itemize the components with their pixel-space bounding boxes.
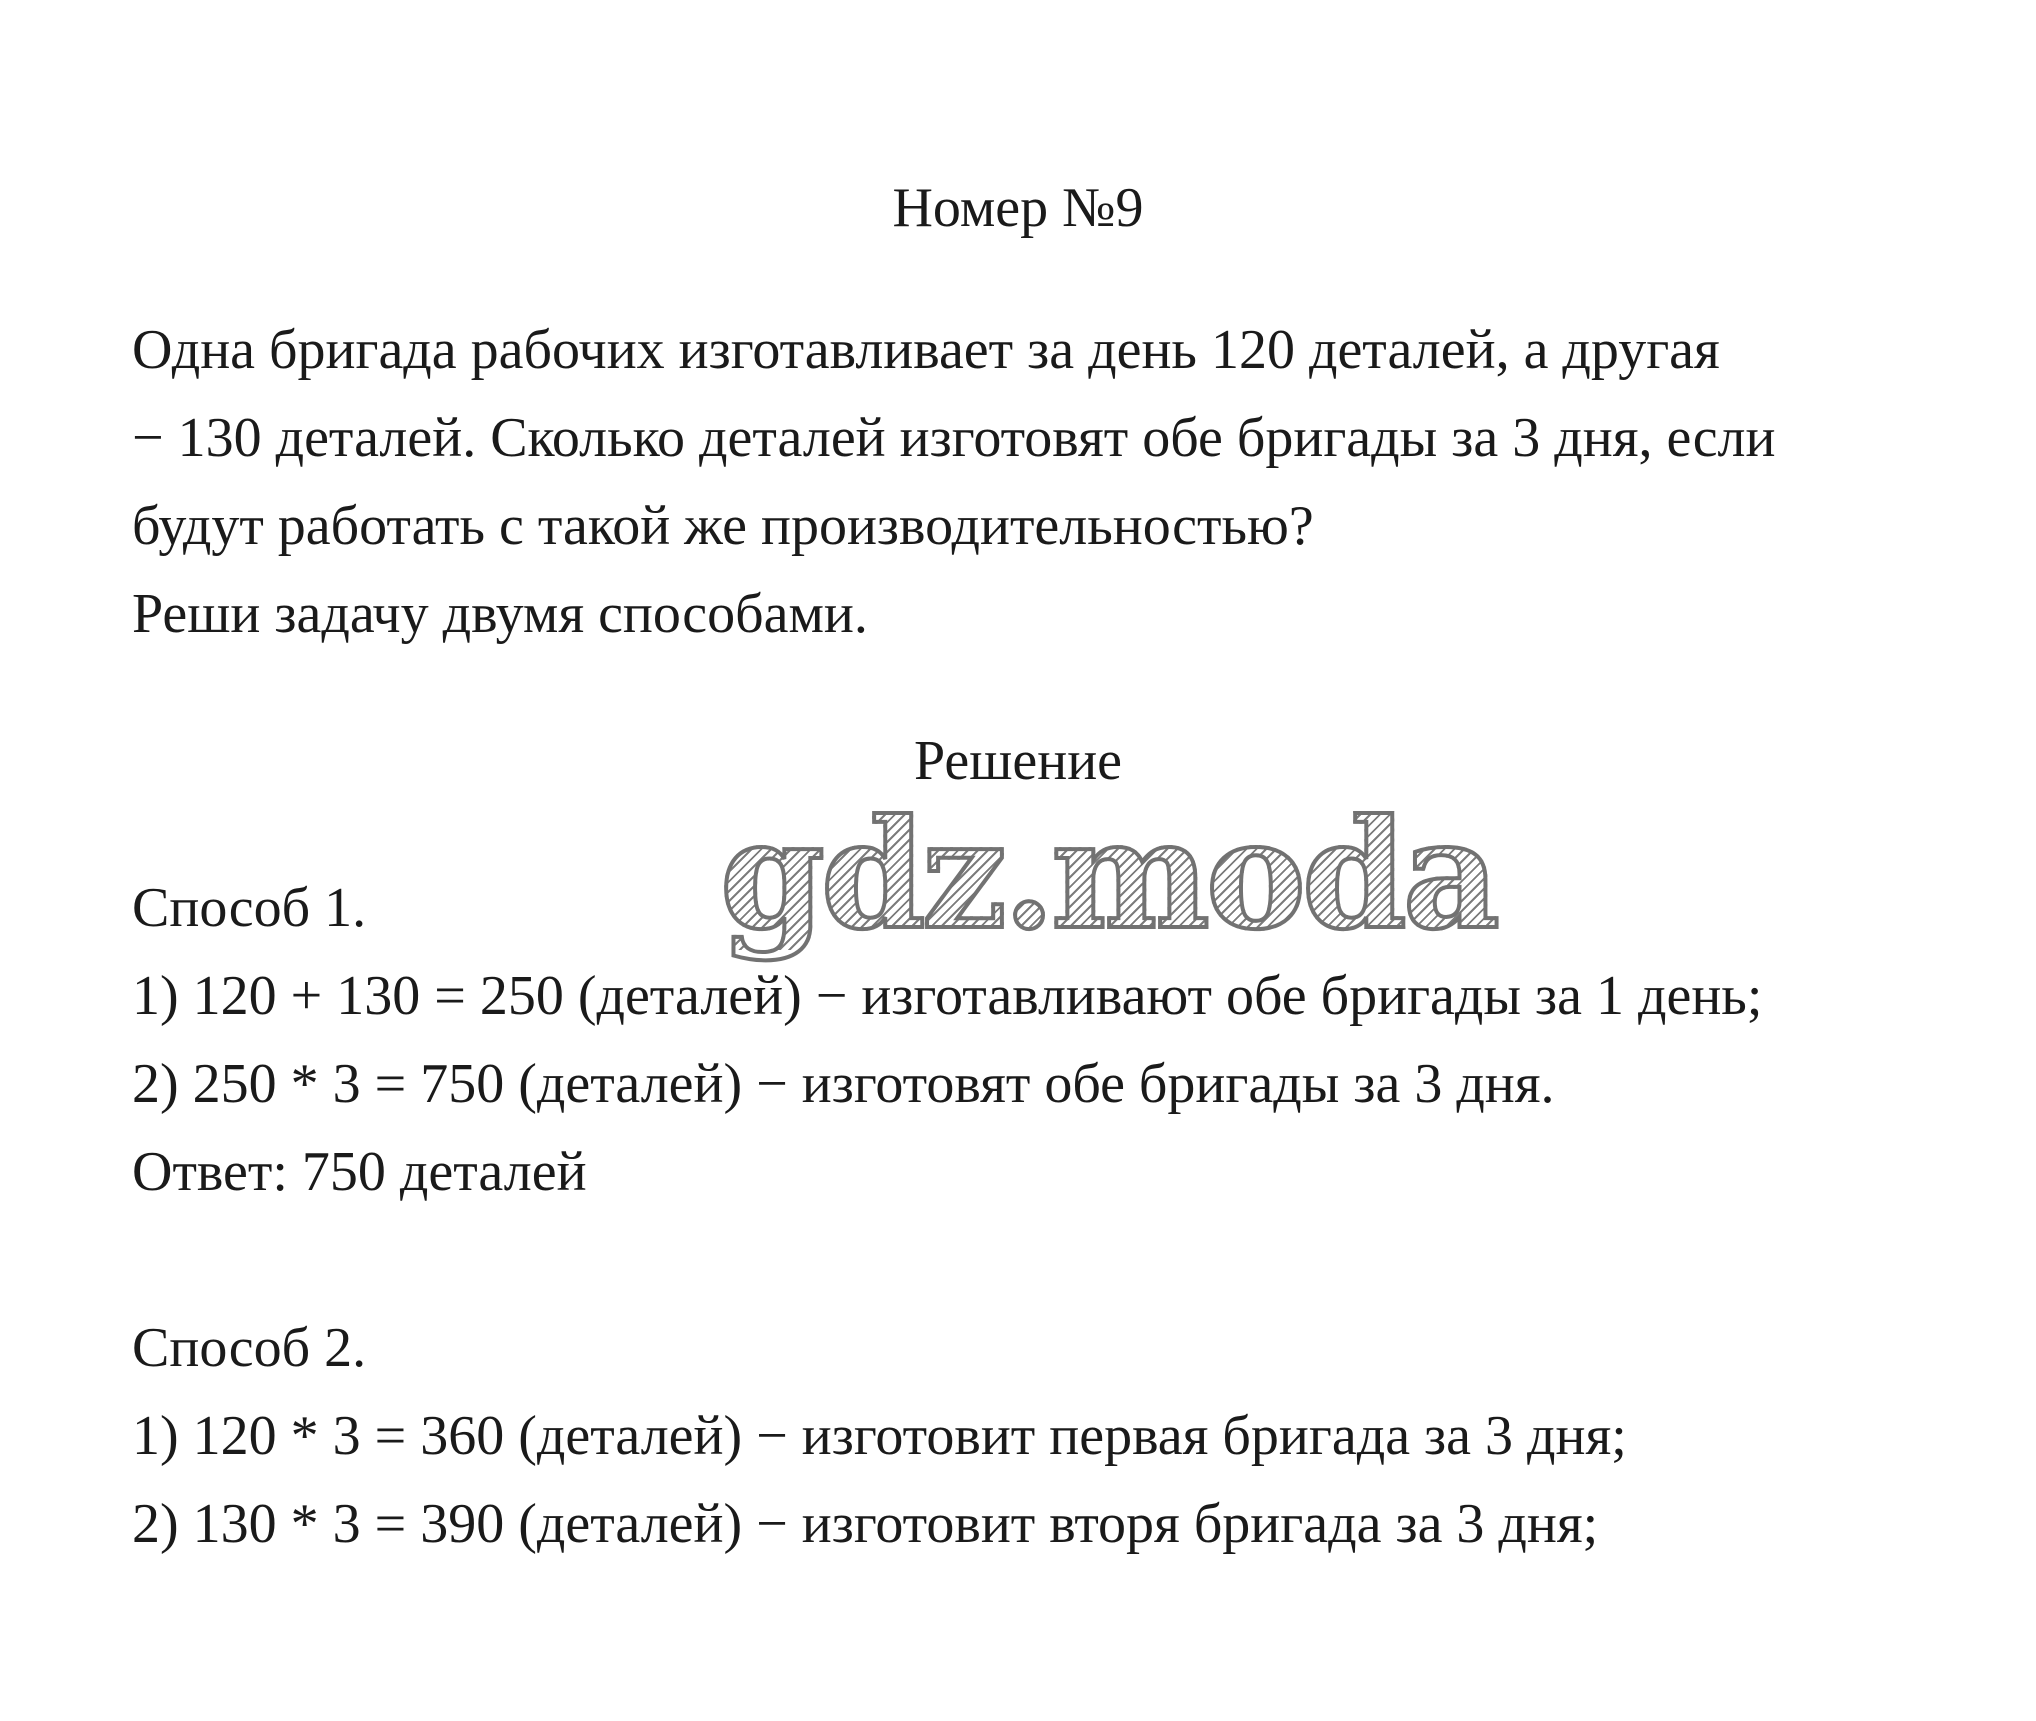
problem-line-4: Реши задачу двумя способами. (132, 583, 868, 645)
method1-heading: Способ 1. (132, 877, 367, 939)
method2-heading: Способ 2. (132, 1317, 367, 1379)
solution-heading: Решение (913, 730, 1123, 792)
method2-step-2: 2) 130 * 3 = 390 (деталей) − изготовит вторя бригада за 3 дня; (132, 1493, 1599, 1555)
page-title: Номер №9 (892, 177, 1144, 239)
method1-answer: Ответ: 750 деталей (132, 1141, 587, 1203)
watermark-logo: gdz.moda (720, 787, 1497, 963)
problem-line-3: будут работать с такой же производительностью? (132, 495, 1314, 557)
method1-step-1: 1) 120 + 130 = 250 (деталей) − изготавливают обе бригады за 1 день; (132, 965, 1763, 1027)
method1-step-2: 2) 250 * 3 = 750 (деталей) − изготовят обе бригады за 3 дня. (132, 1053, 1555, 1115)
problem-line-2: − 130 деталей. Сколько деталей изготовят обе бригады за 3 дня, если (132, 407, 1776, 469)
method2-step-1: 1) 120 * 3 = 360 (деталей) − изготовит первая бригада за 3 дня; (132, 1405, 1627, 1467)
problem-line-1: Одна бригада рабочих изготавливает за день 120 деталей, а другая (132, 319, 1720, 381)
